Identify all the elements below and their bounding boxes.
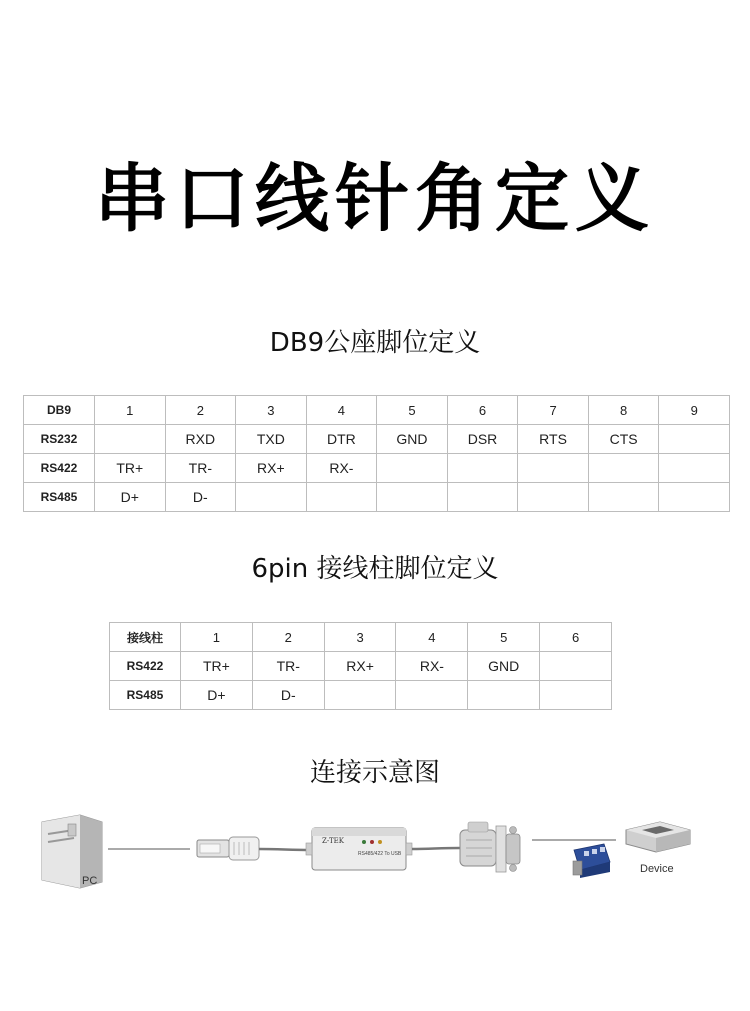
table-row — [110, 681, 612, 710]
table-cell: TR- — [165, 454, 236, 483]
table-row — [24, 454, 730, 483]
connection-diagram — [0, 800, 750, 910]
page-title: 串口线针角定义 — [95, 156, 655, 242]
row-label: RS422 — [110, 652, 181, 681]
row-label: RS485 — [24, 483, 95, 512]
table-cell — [659, 454, 730, 483]
table-header-row — [110, 623, 612, 652]
table-cell: RX- — [396, 652, 468, 681]
pin6-section-title: 6pin 接线柱脚位定义 — [251, 554, 499, 584]
table-cell: TR+ — [95, 454, 166, 483]
table-cell: D+ — [95, 483, 166, 512]
db9-pin-table — [23, 395, 730, 512]
table-header-cell: 6 — [540, 623, 612, 652]
table-cell: RX- — [306, 454, 377, 483]
pin6-terminal-table — [109, 622, 612, 710]
table-header-cell: 2 — [165, 396, 236, 425]
table-cell — [659, 425, 730, 454]
table-header-row — [24, 396, 730, 425]
table-cell — [588, 483, 659, 512]
pc-label: PC — [82, 875, 98, 887]
connection-section-title: 连接示意图 — [309, 758, 440, 788]
table-cell: DTR — [306, 425, 377, 454]
usb-plug-icon — [197, 837, 259, 860]
table-cell: RX+ — [324, 652, 396, 681]
table-cell — [95, 425, 166, 454]
adapter-box-icon — [306, 828, 412, 870]
table-header-cell: 6 — [447, 396, 518, 425]
table-header-cell: 4 — [396, 623, 468, 652]
table-cell — [324, 681, 396, 710]
table-cell — [468, 681, 540, 710]
table-cell: D- — [165, 483, 236, 512]
table-row — [24, 425, 730, 454]
table-cell — [518, 483, 589, 512]
table-cell — [659, 483, 730, 512]
table-cell: D- — [252, 681, 324, 710]
table-cell — [540, 652, 612, 681]
table-header-cell: 1 — [181, 623, 253, 652]
device-icon — [626, 822, 690, 852]
table-cell — [396, 681, 468, 710]
table-cell — [377, 454, 448, 483]
row-label: RS485 — [110, 681, 181, 710]
table-cell: GND — [468, 652, 540, 681]
table-header-cell: 8 — [588, 396, 659, 425]
table-header-cell: DB9 — [24, 396, 95, 425]
adapter-model-label: RS485/422 To USB — [358, 851, 402, 857]
table-cell: RTS — [518, 425, 589, 454]
table-header-cell: 4 — [306, 396, 377, 425]
table-header-cell: 2 — [252, 623, 324, 652]
table-header-cell: 5 — [377, 396, 448, 425]
table-cell: DSR — [447, 425, 518, 454]
table-cell — [306, 483, 377, 512]
table-header-cell: 7 — [518, 396, 589, 425]
row-label: RS422 — [24, 454, 95, 483]
table-cell: GND — [377, 425, 448, 454]
table-cell — [447, 483, 518, 512]
table-header-cell: 3 — [324, 623, 396, 652]
table-header-cell: 3 — [236, 396, 307, 425]
table-cell — [540, 681, 612, 710]
table-cell: RX+ — [236, 454, 307, 483]
connection-diagram-svg — [0, 800, 750, 910]
table-cell: RXD — [165, 425, 236, 454]
table-cell — [447, 454, 518, 483]
table-cell: TR+ — [181, 652, 253, 681]
table-cell: D+ — [181, 681, 253, 710]
table-header-cell: 1 — [95, 396, 166, 425]
table-cell — [588, 454, 659, 483]
table-cell: TXD — [236, 425, 307, 454]
table-row — [24, 483, 730, 512]
table-cell — [518, 454, 589, 483]
table-header-cell: 9 — [659, 396, 730, 425]
table-header-cell: 5 — [468, 623, 540, 652]
table-cell — [236, 483, 307, 512]
table-cell: TR- — [252, 652, 324, 681]
table-cell — [377, 483, 448, 512]
row-label: RS232 — [24, 425, 95, 454]
device-label: Device — [640, 863, 674, 875]
table-row — [110, 652, 612, 681]
adapter-brand-label: Z-TEK — [322, 837, 344, 845]
terminal-block-icon — [573, 844, 610, 878]
db9-connector-icon — [460, 822, 520, 872]
db9-section-title: DB9公座脚位定义 — [269, 328, 481, 358]
table-cell: CTS — [588, 425, 659, 454]
table-header-cell: 接线柱 — [110, 623, 181, 652]
